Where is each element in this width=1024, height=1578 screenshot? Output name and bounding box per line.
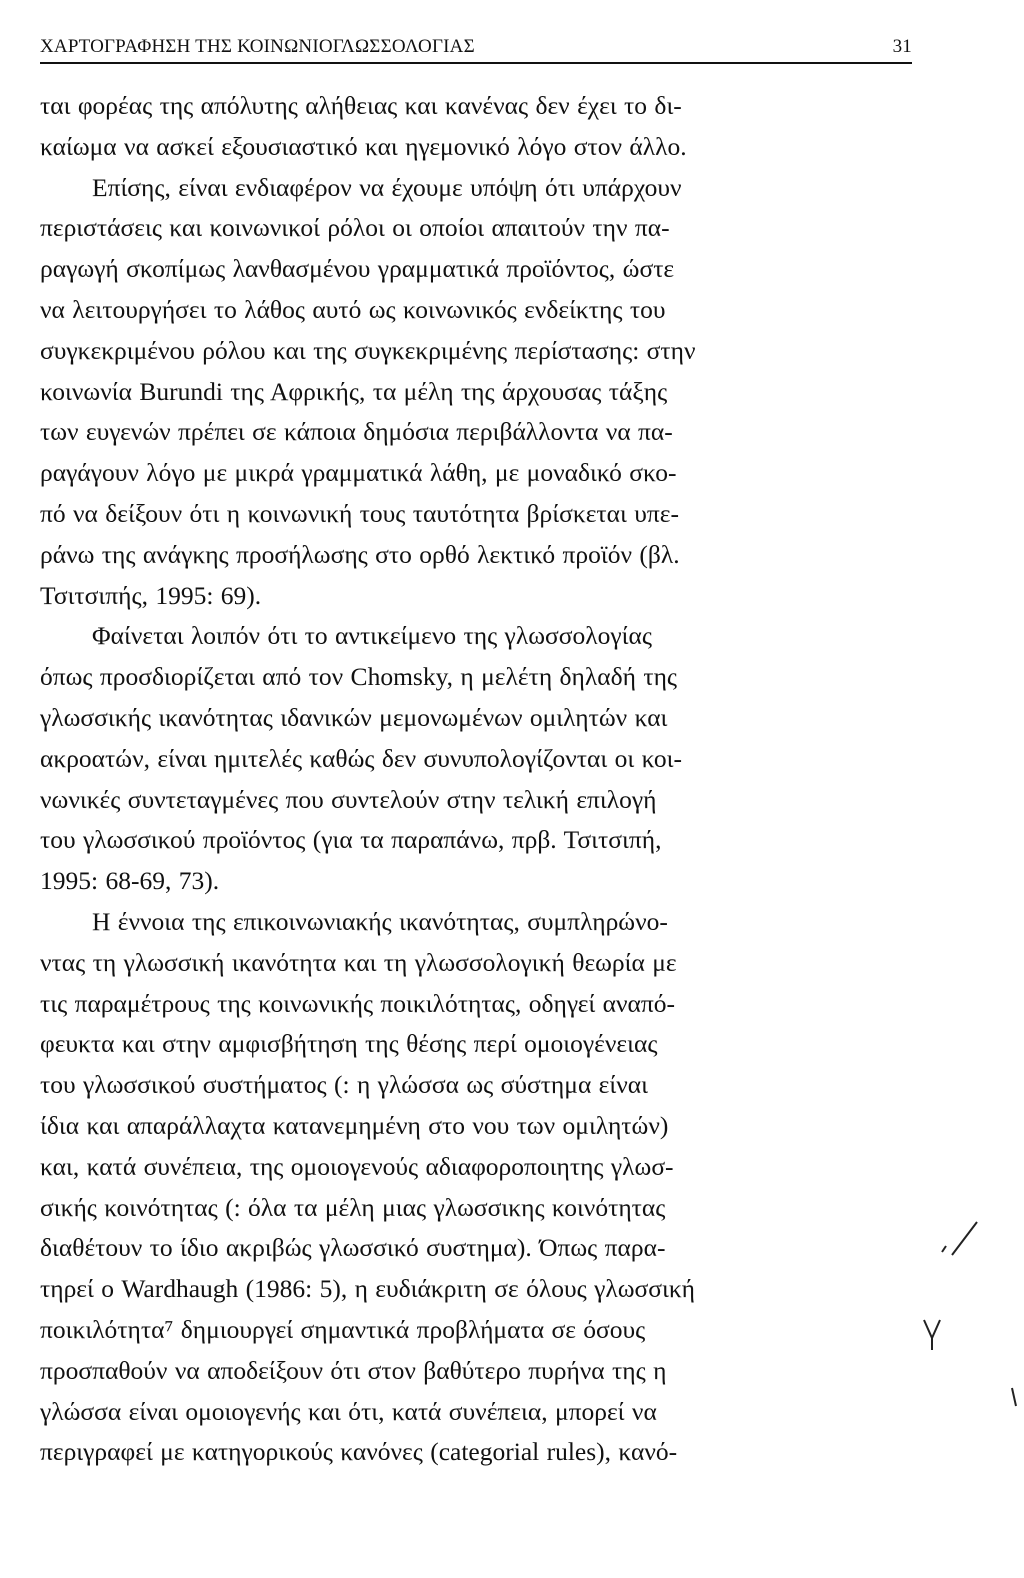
text-line: ντας τη γλωσσική ικανότητα και τη γλωσσολογική θεωρία με xyxy=(40,947,677,977)
text-line: περιστάσεις και κοινωνικοί ρόλοι οι οποίοι απαιτούν την πα- xyxy=(40,213,670,243)
running-header xyxy=(40,32,912,64)
text-line: ται φορέας της απόλυτης αλήθειας και κανένας δεν έχει το δι- xyxy=(40,91,682,120)
text-line: τηρεί ο Wardhaugh (1986: 5), η ευδιάκριτη σε όλους γλωσσική xyxy=(40,1274,696,1304)
text-line: φευκτα και στην αμφισβήτηση της θέσης περί ομοιογένειας xyxy=(40,1029,658,1059)
text-line: γλωσσικής ικανότητας ιδανικών μεμονωμένων ομιλητών και xyxy=(40,702,668,732)
text-line: ακροατών, είναι ημιτελές καθώς δεν συνυπολογίζονται οι κοι- xyxy=(40,743,683,773)
text-line: νωνικές συντεταγμένες που συντελούν στην τελική επιλογή xyxy=(40,784,657,814)
handwritten-margin-marks xyxy=(922,1210,1022,1440)
text-line: των ευγενών πρέπει σε κάποια δημόσια περιβάλλοντα να πα- xyxy=(40,417,673,447)
text-line: κοινωνία Burundi της Αφρικής, τα μέλη της άρχουσας τάξης xyxy=(40,376,668,406)
text-line: 1995: 68-69, 73). xyxy=(40,866,220,896)
text-line: ράνω της ανάγκης προσήλωσης στο ορθό λεκτικό προϊόν (βλ. xyxy=(40,539,680,569)
text-line: γλώσσα είναι ομοιογενής και ότι, κατά συνέπεια, μπορεί να xyxy=(40,1396,657,1426)
body-text xyxy=(40,86,912,1473)
text-line: πό να δείξουν ότι η κοινωνική τους ταυτότητα βρίσκεται υπε- xyxy=(40,498,679,528)
text-line: καίωμα να ασκεί εξουσιαστικό και ηγεμονικό λόγο στον άλλο. xyxy=(40,131,687,161)
text-line: ίδια και απαράλλαχτα κατανεμημένη στο νου των ομιλητών) xyxy=(40,1110,669,1140)
text-line: Επίσης, είναι ενδιαφέρον να έχουμε υπόψη ότι υπάρχουν xyxy=(92,172,682,202)
page-number: 31 xyxy=(892,36,912,57)
text-line: σικής κοινότητας (: όλα τα μέλη μιας γλωσσικης κοινότητας xyxy=(40,1192,666,1222)
text-line: περιγραφεί με κατηγορικούς κανόνες (categorial rules), κανό- xyxy=(40,1437,678,1467)
text-line: και, κατά συνέπεια, της ομοιογενούς αδιαφοροποιητης γλωσ- xyxy=(40,1151,674,1181)
text-line: του γλωσσικού συστήματος (: η γλώσσα ως σύστημα είναι xyxy=(40,1070,648,1100)
text-line: ποικιλότητα⁷ δημιουργεί σημαντικά προβλήματα σε όσους xyxy=(40,1314,646,1344)
text-line: συγκεκριμένου ρόλου και της συγκεκριμένης περίστασης: στην xyxy=(40,335,696,365)
text-line: Η έννοια της επικοινωνιακής ικανότητας, συμπληρώνο- xyxy=(92,906,668,936)
text-line: ραγωγή σκοπίμως λανθασμένου γραμματικά προϊόντος, ώστε xyxy=(40,254,675,284)
text-line: Φαίνεται λοιπόν ότι το αντικείμενο της γλωσσολογίας xyxy=(92,621,652,651)
text-line: του γλωσσικού προϊόντος (για τα παραπάνω, πρβ. Τσιτσιπή, xyxy=(40,825,662,855)
text-line: ραγάγουν λόγο με μικρά γραμματικά λάθη, με μοναδικό σκο- xyxy=(40,458,677,488)
text-line: Τσιτσιπής, 1995: 69). xyxy=(40,580,262,610)
text-line: τις παραμέτρους της κοινωνικής ποικιλότητας, οδηγεί αναπό- xyxy=(40,988,676,1018)
text-line: όπως προσδιορίζεται από τον Chomsky, η μελέτη δηλαδή της xyxy=(40,662,678,692)
text-line: να λειτουργήσει το λάθος αυτό ως κοινωνικός ενδείκτης του xyxy=(40,294,666,324)
running-header-title: ΧΑΡΤΟΓΡΑΦΗΣΗ ΤΗΣ ΚΟΙΝΩΝΙΟΓΛΩΣΣΟΛΟΓΙΑΣ xyxy=(40,36,475,57)
text-line: προσπαθούν να αποδείξουν ότι στον βαθύτερο πυρήνα της η xyxy=(40,1355,667,1385)
text-line: διαθέτουν το ίδιο ακριβώς γλωσσικό συστημα). Όπως παρα- xyxy=(40,1233,666,1263)
